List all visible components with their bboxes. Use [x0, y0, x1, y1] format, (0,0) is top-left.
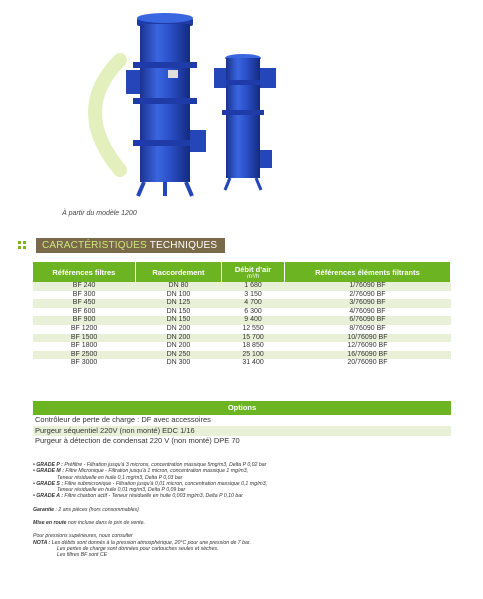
small-filter-image — [214, 54, 276, 190]
table-cell: BF 1500 — [33, 334, 135, 343]
grid-dots-icon — [18, 241, 28, 251]
table-cell: 3/76090 BF — [284, 299, 450, 308]
option-item: Purgeur séquentiel 220V (non monté) EDC 1/16 — [33, 426, 451, 437]
table-cell: 10/76090 BF — [284, 334, 450, 343]
table-cell: BF 900 — [33, 316, 135, 325]
table-cell: BF 3000 — [33, 359, 135, 368]
table-cell: 1 680 — [222, 282, 285, 291]
header-debit: Débit d'air m³/h — [222, 262, 285, 282]
table-cell: BF 2500 — [33, 351, 135, 360]
references-table — [33, 262, 451, 368]
table-cell: 15 700 — [222, 334, 285, 343]
table-row — [33, 316, 451, 325]
table-row — [33, 351, 451, 360]
notes-block: • GRADE P : Préfiltre - Filtration jusqu'à 3 microns, concentration massique 5mg/m3, Delta P 0,02 bar • GRADE M : Filtre Micronique - Filtration jusqu'à 1 micron, concentration massique 1 mg/m3, Teneur résiduelle en huile 0,1 mg/m3, Delta P 0,03 bar • GRADE S : Filtre submicronique - Filtration jusqu'à 0,01 micron, concentration massique 0,1 mg/m3, Teneur résiduelle en huile 0,01 mg/m3, Delta P 0,09 bar • GRADE A : Filtre charbon actif - Teneur résiduelle en huile 0,003 mg/m3, Delta P 0,10 bar Garantie : 2 ans pièces (hors consommables) Mise en route non incluse dans le prix de vente. Pour pressions supérieures, nous consulter NOTA : Les débits sont donnés à la pression atmosphérique, 20°C pour une pression de 7 bar. Les pertes de charge sont données pour cartouches seules et sèches. Les filtres BF sont CE — [33, 462, 268, 559]
table-cell: 1/76090 BF — [284, 282, 450, 291]
table-cell: BF 450 — [33, 299, 135, 308]
header-raccordement: Raccordement — [135, 262, 222, 282]
table-cell: BF 300 — [33, 291, 135, 300]
table-cell: DN 200 — [135, 334, 222, 343]
large-filter-image — [126, 13, 206, 196]
table-row — [33, 334, 451, 343]
table-cell: DN 100 — [135, 291, 222, 300]
table-cell: 4 700 — [222, 299, 285, 308]
table-row — [33, 325, 451, 334]
table-cell: 2/76090 BF — [284, 291, 450, 300]
table-cell: 6/76090 BF — [284, 316, 450, 325]
table-row — [33, 342, 451, 351]
header-elements: Références éléments filtrants — [284, 262, 450, 282]
table-cell: BF 600 — [33, 308, 135, 317]
table-row — [33, 291, 451, 300]
table-row — [33, 308, 451, 317]
table-cell: BF 1200 — [33, 325, 135, 334]
table-cell: 3 150 — [222, 291, 285, 300]
table-cell: DN 200 — [135, 325, 222, 334]
section-heading — [18, 238, 225, 253]
table-cell: DN 300 — [135, 359, 222, 368]
table-cell: 8/76090 BF — [284, 325, 450, 334]
table-cell: 12/76090 BF — [284, 342, 450, 351]
table-cell: 6 300 — [222, 308, 285, 317]
options-title: Options — [33, 401, 451, 415]
table-cell: 9 400 — [222, 316, 285, 325]
table-row — [33, 359, 451, 368]
table-cell: 16/76090 BF — [284, 351, 450, 360]
option-item: Purgeur à détection de condensat 220 V (non monté) DPE 70 — [35, 436, 240, 445]
table-cell: 4/76090 BF — [284, 308, 450, 317]
table-cell: DN 80 — [135, 282, 222, 291]
image-caption: À partir du modèle 1200 — [62, 210, 137, 217]
table-cell: 18 850 — [222, 342, 285, 351]
table-cell: 12 550 — [222, 325, 285, 334]
table-row — [33, 299, 451, 308]
section-title: CARACTÉRISTIQUES TECHNIQUES — [36, 238, 225, 253]
table-cell: 25 100 — [222, 351, 285, 360]
table-row — [33, 282, 451, 291]
table-cell: 20/76090 BF — [284, 359, 450, 368]
filters-illustration — [0, 0, 483, 225]
table-cell: BF 1800 — [33, 342, 135, 351]
table-cell: DN 125 — [135, 299, 222, 308]
table-cell: 31 400 — [222, 359, 285, 368]
table-cell: DN 250 — [135, 351, 222, 360]
option-item: Contrôleur de perte de charge : DF avec accessoires — [35, 415, 211, 424]
table-cell: DN 200 — [135, 342, 222, 351]
options-box — [33, 401, 451, 447]
table-cell: DN 150 — [135, 308, 222, 317]
table-cell: DN 150 — [135, 316, 222, 325]
header-references: Références filtres — [33, 262, 135, 282]
table-cell: BF 240 — [33, 282, 135, 291]
